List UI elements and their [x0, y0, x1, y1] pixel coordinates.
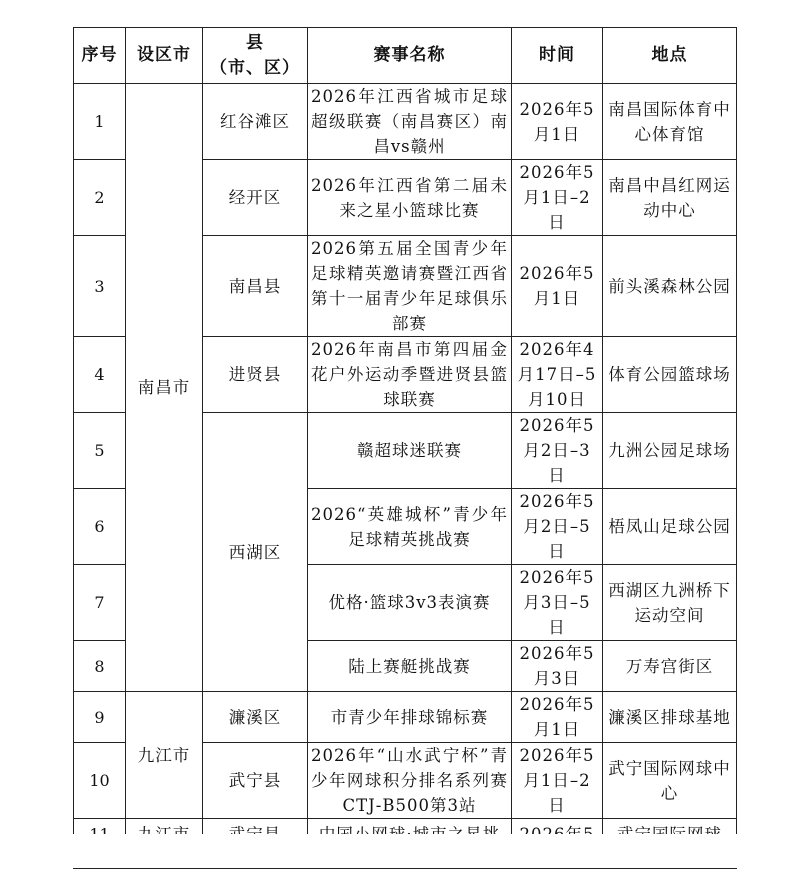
- row-event: 2026年江西省第二届未来之星小篮球比赛: [308, 160, 512, 236]
- table-header-row: [74, 28, 737, 84]
- row-location: 南昌国际体育中心体育馆: [603, 84, 737, 160]
- row-event: 2026第五届全国青少年足球精英邀请赛暨江西省第十一届青少年足球俱乐部赛: [308, 236, 512, 337]
- row-time: 2026年5月2日–3日: [512, 413, 603, 489]
- row-time: 2026年4月17日–5月10日: [512, 337, 603, 413]
- row-location: 西湖区九洲桥下运动空间: [603, 565, 737, 641]
- row-event: 赣超球迷联赛: [308, 413, 512, 489]
- row-city: 九江市: [126, 692, 203, 819]
- row-seq: 5: [74, 413, 126, 489]
- row-event: 2026年南昌市第四届金花户外运动季暨进贤县篮球联赛: [308, 337, 512, 413]
- row-county: 红谷滩区: [203, 84, 308, 160]
- row-county: 西湖区: [203, 413, 308, 692]
- row-location: 南昌中昌红网运动中心: [603, 160, 737, 236]
- header-seq: 序号: [74, 28, 126, 84]
- event-table: [73, 27, 737, 869]
- row-location: 前头溪森林公园: [603, 236, 737, 337]
- row-county: 濂溪区: [203, 692, 308, 743]
- row-time: 2026年5月3日: [512, 641, 603, 692]
- row-time: 2026年5月1日: [512, 692, 603, 743]
- row-event: 市青少年排球锦标赛: [308, 692, 512, 743]
- header-location: 地点: [603, 28, 737, 84]
- header-time: 时间: [512, 28, 603, 84]
- row-seq: 9: [74, 692, 126, 743]
- row-county: 进贤县: [203, 337, 308, 413]
- row-seq: 2: [74, 160, 126, 236]
- row-seq: 1: [74, 84, 126, 160]
- header-county: 县 （市、区）: [203, 28, 308, 84]
- row-event: 2026年“山水武宁杯”青少年网球积分排名系列赛CTJ-B500第3站: [308, 743, 512, 819]
- row-seq: 3: [74, 236, 126, 337]
- row-seq: 8: [74, 641, 126, 692]
- row-seq: 7: [74, 565, 126, 641]
- row-location: 万寿宫街区: [603, 641, 737, 692]
- header-event: 赛事名称: [308, 28, 512, 84]
- row-seq: 4: [74, 337, 126, 413]
- row-event: 2026年江西省城市足球超级联赛（南昌赛区）南昌vs赣州: [308, 84, 512, 160]
- row-time: 2026年5月1日: [512, 84, 603, 160]
- row-county: 武宁县: [203, 743, 308, 819]
- row-event: 陆上赛艇挑战赛: [308, 641, 512, 692]
- row-location: 武宁国际网球中心: [603, 743, 737, 819]
- table-row: [74, 84, 737, 160]
- row-county: 南昌县: [203, 236, 308, 337]
- row-county: 经开区: [203, 160, 308, 236]
- table-row: [74, 692, 737, 743]
- row-time: 2026年5月1日: [512, 236, 603, 337]
- row-location: 濂溪区排球基地: [603, 692, 737, 743]
- row-event: 2026“英雄城杯”青少年足球精英挑战赛: [308, 489, 512, 565]
- row-time: 2026年5月1日–2日: [512, 743, 603, 819]
- row-city: 南昌市: [126, 84, 203, 692]
- row-event: 优格·篮球3v3表演赛: [308, 565, 512, 641]
- row-seq: 6: [74, 489, 126, 565]
- row-time: 2026年5月2日–5日: [512, 489, 603, 565]
- row-time: 2026年5月1日–2日: [512, 160, 603, 236]
- header-city: 设区市: [126, 28, 203, 84]
- row-location: 梧凤山足球公园: [603, 489, 737, 565]
- page-cutoff: [0, 834, 807, 868]
- row-location: 九洲公园足球场: [603, 413, 737, 489]
- row-seq: 10: [74, 743, 126, 819]
- row-location: 体育公园篮球场: [603, 337, 737, 413]
- row-time: 2026年5月3日–5日: [512, 565, 603, 641]
